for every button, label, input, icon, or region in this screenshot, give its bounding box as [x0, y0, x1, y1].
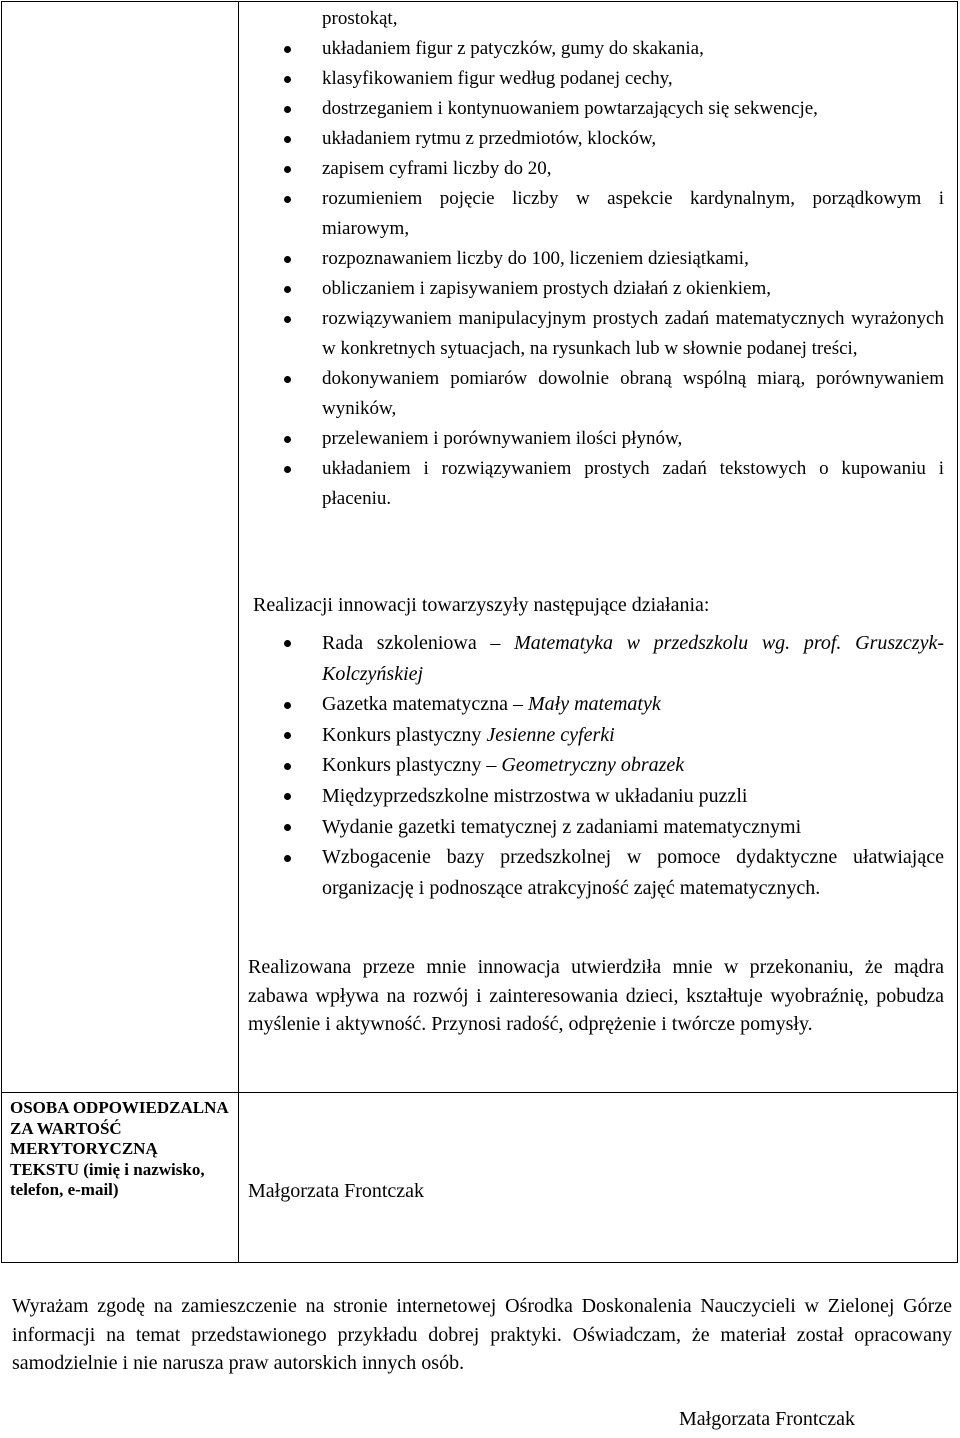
activities-intro: Realizacji innowacji towarzyszyły następujące działania:: [253, 594, 710, 616]
bullet-icon: [284, 855, 291, 862]
skills-list: [322, 4, 944, 514]
list-item: [322, 689, 944, 720]
list-item: [322, 812, 944, 843]
list-item-text: układaniem i rozwiązywaniem prostych zadań tekstowych o kupowaniu i płaceniu.: [322, 458, 944, 509]
list-item: [322, 842, 944, 903]
list-item-text: dostrzeganiem i kontynuowaniem powtarzających się sekwencje,: [322, 98, 818, 119]
list-item-text: Wydanie gazetki tematycznej z zadaniami matematycznymi: [322, 815, 802, 838]
list-item: [322, 304, 944, 364]
bullet-icon: [284, 763, 291, 770]
list-item-title: Matematyka w przedszkolu wg. prof. Gruszczyk-Kolczyńskiej: [322, 632, 944, 685]
list-item: [322, 720, 944, 751]
list-item-text: rozpoznawaniem liczby do 100, liczeniem dziesiątkami,: [322, 248, 749, 269]
list-item-text: układaniem rytmu z przedmiotów, klocków,: [322, 128, 657, 149]
list-item: [322, 781, 944, 812]
list-item-text: Międzyprzedszkolne mistrzostwa w układaniu puzzli: [322, 784, 748, 807]
row-divider: [2, 1092, 957, 1093]
responsible-person-label: OSOBA ODPOWIEDZALNA ZA WARTOŚĆ MERYTORYCZNĄ TEKSTU (imię i nazwisko, telefon, e-mail): [10, 1098, 228, 1200]
list-item: [322, 628, 944, 689]
list-item-title: Mały matematyk: [528, 693, 661, 716]
bullet-icon: [284, 196, 291, 203]
consent-statement: Wyrażam zgodę na zamieszczenie na stronie internetowej Ośrodka Doskonalenia Nauczycieli w Zielonej Górze informacji na temat przedstawionego przykładu dobrej praktyki. Oświadczam, że materiał został opracowany samodzielnie i nie narusza praw autorskich innych osób.: [12, 1295, 952, 1375]
bullet-icon: [284, 256, 291, 263]
list-item: [322, 274, 944, 304]
bullet-icon: [284, 286, 291, 293]
bullet-icon: [284, 702, 291, 709]
bullet-icon: [284, 376, 291, 383]
list-item: [322, 424, 944, 454]
bullet-icon: [284, 106, 291, 113]
list-item-text: zapisem cyframi liczby do 20,: [322, 158, 552, 179]
list-item-text: Rada szkoleniowa –: [322, 632, 515, 654]
list-item-text: przelewaniem i porównywaniem ilości płynów,: [322, 428, 683, 449]
list-item: [322, 750, 944, 781]
bullet-icon: [284, 136, 291, 143]
list-item-text: układaniem figur z patyczków, gumy do skakania,: [322, 38, 704, 59]
activities-list: [322, 628, 944, 903]
responsible-person-name: Małgorzata Frontczak: [248, 1180, 425, 1202]
list-item-text: Wzbogacenie bazy przedszkolnej w pomoce dydaktyczne ułatwiające organizację i podnoszące atrakcyjność zajęć matematycznych.: [322, 846, 944, 899]
bullet-icon: [284, 76, 291, 83]
list-item: [322, 154, 944, 184]
list-item: [322, 34, 944, 64]
list-item-text: rozumieniem pojęcie liczby w aspekcie kardynalnym, porządkowym i miarowym,: [322, 188, 944, 239]
list-item: [322, 184, 944, 244]
list-item-title: Geometryczny obrazek: [501, 754, 685, 777]
list-item-text: klasyfikowaniem figur według podanej cechy,: [322, 68, 673, 89]
list-item-title: Jesienne cyferki: [486, 723, 615, 746]
bullet-icon: [284, 466, 291, 473]
bullet-icon: [284, 824, 291, 831]
list-item: [322, 4, 944, 34]
bullet-icon: [284, 316, 291, 323]
list-item-text: dokonywaniem pomiarów dowolnie obraną wspólną miarą, porównywaniem wyników,: [322, 368, 944, 419]
list-item-text: prostokąt,: [322, 8, 398, 29]
list-item: [322, 244, 944, 274]
list-item: [322, 364, 944, 424]
list-item: [322, 454, 944, 514]
bullet-icon: [284, 46, 291, 53]
list-item: [322, 64, 944, 94]
bullet-icon: [284, 436, 291, 443]
column-divider: [238, 2, 239, 1262]
list-item: [322, 124, 944, 154]
list-item-text: Konkurs plastyczny –: [322, 754, 502, 777]
bullet-icon: [284, 166, 291, 173]
list-item-text: obliczaniem i zapisywaniem prostych działań z okienkiem,: [322, 278, 771, 299]
list-item-text: Gazetka matematyczna –: [322, 693, 528, 716]
conclusion-paragraph: Realizowana przeze mnie innowacja utwierdziła mnie w przekonaniu, że mądra zabawa wpływa na rozwój i zainteresowania dzieci, kształtuje wyobraźnię, pobudza myślenie i aktywność. Przynosi radość, odprężenie i twórcze pomysły.: [248, 956, 944, 1036]
list-item-text: rozwiązywaniem manipulacyjnym prostych zadań matematycznych wyrażonych w konkretnych sytuacjach, na rysunkach lub w słownie podanej treści,: [322, 308, 944, 359]
list-item: [322, 94, 944, 124]
signature: Małgorzata Frontczak: [679, 1408, 856, 1430]
list-item-text: Konkurs plastyczny: [322, 723, 487, 746]
